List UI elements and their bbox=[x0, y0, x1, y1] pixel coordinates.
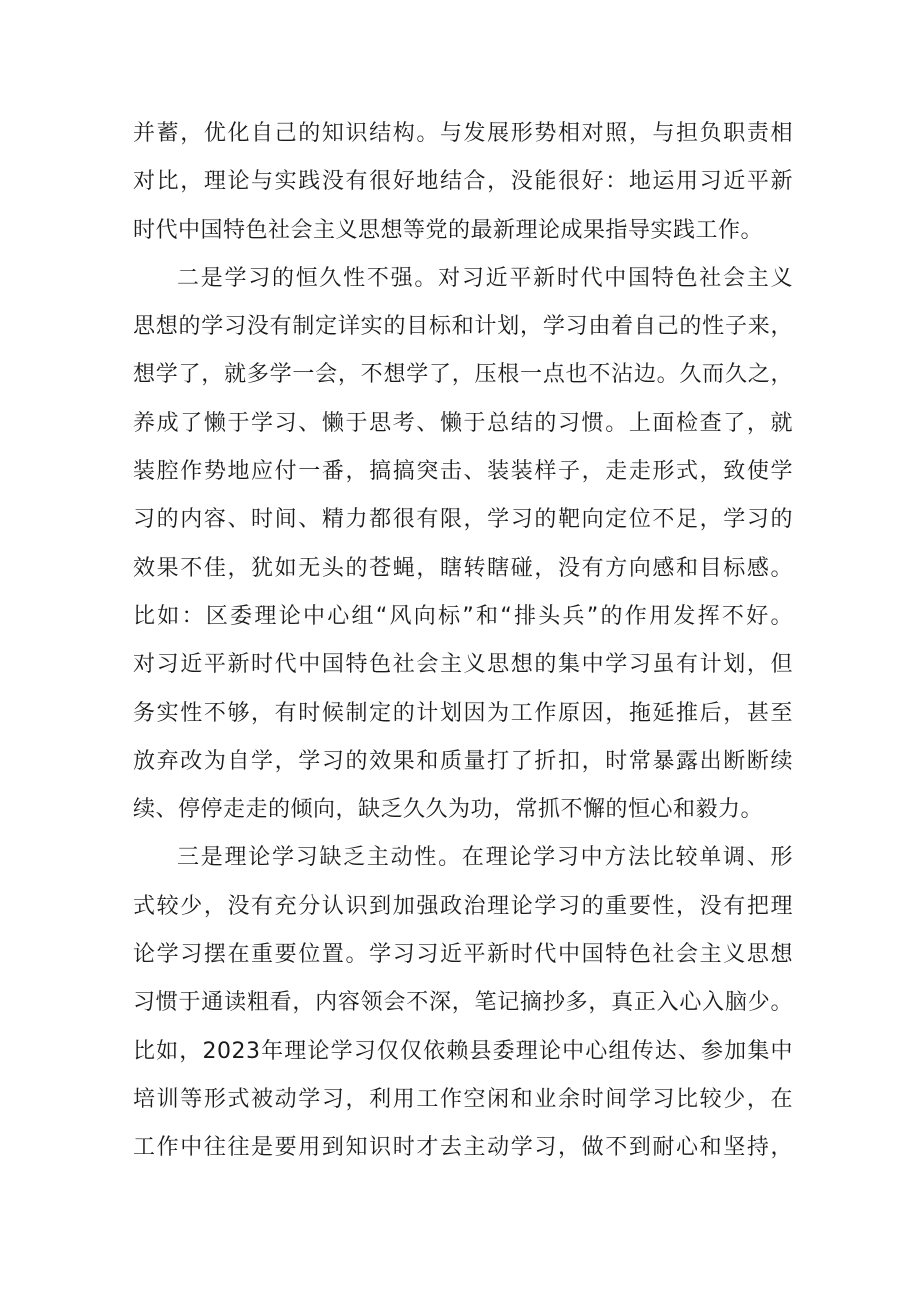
paragraph-3-first-line: 三是理论学习缺乏主动性。在理论学习中方法比较单调、形 bbox=[177, 845, 793, 871]
text-line: 并蓄，优化自己的知识结构。与发展形势相对照，与担负职责相 bbox=[133, 121, 793, 146]
text-line: 养成了懒于学习、懒于思考、懒于总结的习惯。上面检查了，就 bbox=[133, 410, 793, 436]
text-line: 想学了，就多学一会，不想学了，压根一点也不沾边。久而久之， bbox=[133, 362, 793, 388]
text-line: 装腔作势地应付一番，搞搞突击、装装样子，走走形式，致使学 bbox=[133, 459, 793, 485]
paragraph-2-first-line: 二是学习的恒久性不强。对习近平新时代中国特色社会主义 bbox=[177, 265, 793, 291]
text-line: 比如：区委理论中心组“风向标”和“排头兵”的作用发挥不好。 bbox=[133, 603, 793, 629]
text-line: 培训等形式被动学习，利用工作空闲和业余时间学习比较少，在 bbox=[133, 1086, 793, 1112]
text-line: 习惯于通读粗看，内容领会不深，笔记摘抄多，真正入心入脑少。 bbox=[133, 990, 793, 1016]
text-line: 论学习摆在重要位置。学习习近平新时代中国特色社会主义思想 bbox=[133, 942, 793, 968]
text-line: 时代中国特色社会主义思想等党的最新理论成果指导实践工作。 bbox=[133, 217, 764, 243]
document-body bbox=[133, 110, 793, 1173]
text-line: 续、停停走走的倾向，缺乏久久为功，常抓不懈的恒心和毅力。 bbox=[133, 797, 764, 823]
text-line: 对习近平新时代中国特色社会主义思想的集中学习虽有计划，但 bbox=[133, 652, 793, 678]
text-line: 思想的学习没有制定详实的目标和计划，学习由着自己的性子来， bbox=[133, 314, 793, 340]
text-line: 式较少，没有充分认识到加强政治理论学习的重要性，没有把理 bbox=[133, 893, 793, 919]
text-line: 工作中往往是要用到知识时才去主动学习，做不到耐心和坚持， bbox=[133, 1135, 793, 1161]
text-line: 对比，理论与实践没有很好地结合，没能很好：地运用习近平新 bbox=[133, 169, 793, 195]
text-line: 比如，2023年理论学习仅仅依赖县委理论中心组传达、参加集中 bbox=[133, 1038, 793, 1064]
text-line: 习的内容、时间、精力都很有限，学习的靶向定位不足，学习的 bbox=[133, 507, 793, 533]
text-line: 务实性不够，有时候制定的计划因为工作原因，拖延推后，甚至 bbox=[133, 700, 793, 726]
text-line: 效果不佳，犹如无头的苍蝇，瞎转瞎碰，没有方向感和目标感。 bbox=[133, 555, 793, 581]
text-line: 放弃改为自学，学习的效果和质量打了折扣，时常暴露出断断续 bbox=[133, 748, 793, 774]
